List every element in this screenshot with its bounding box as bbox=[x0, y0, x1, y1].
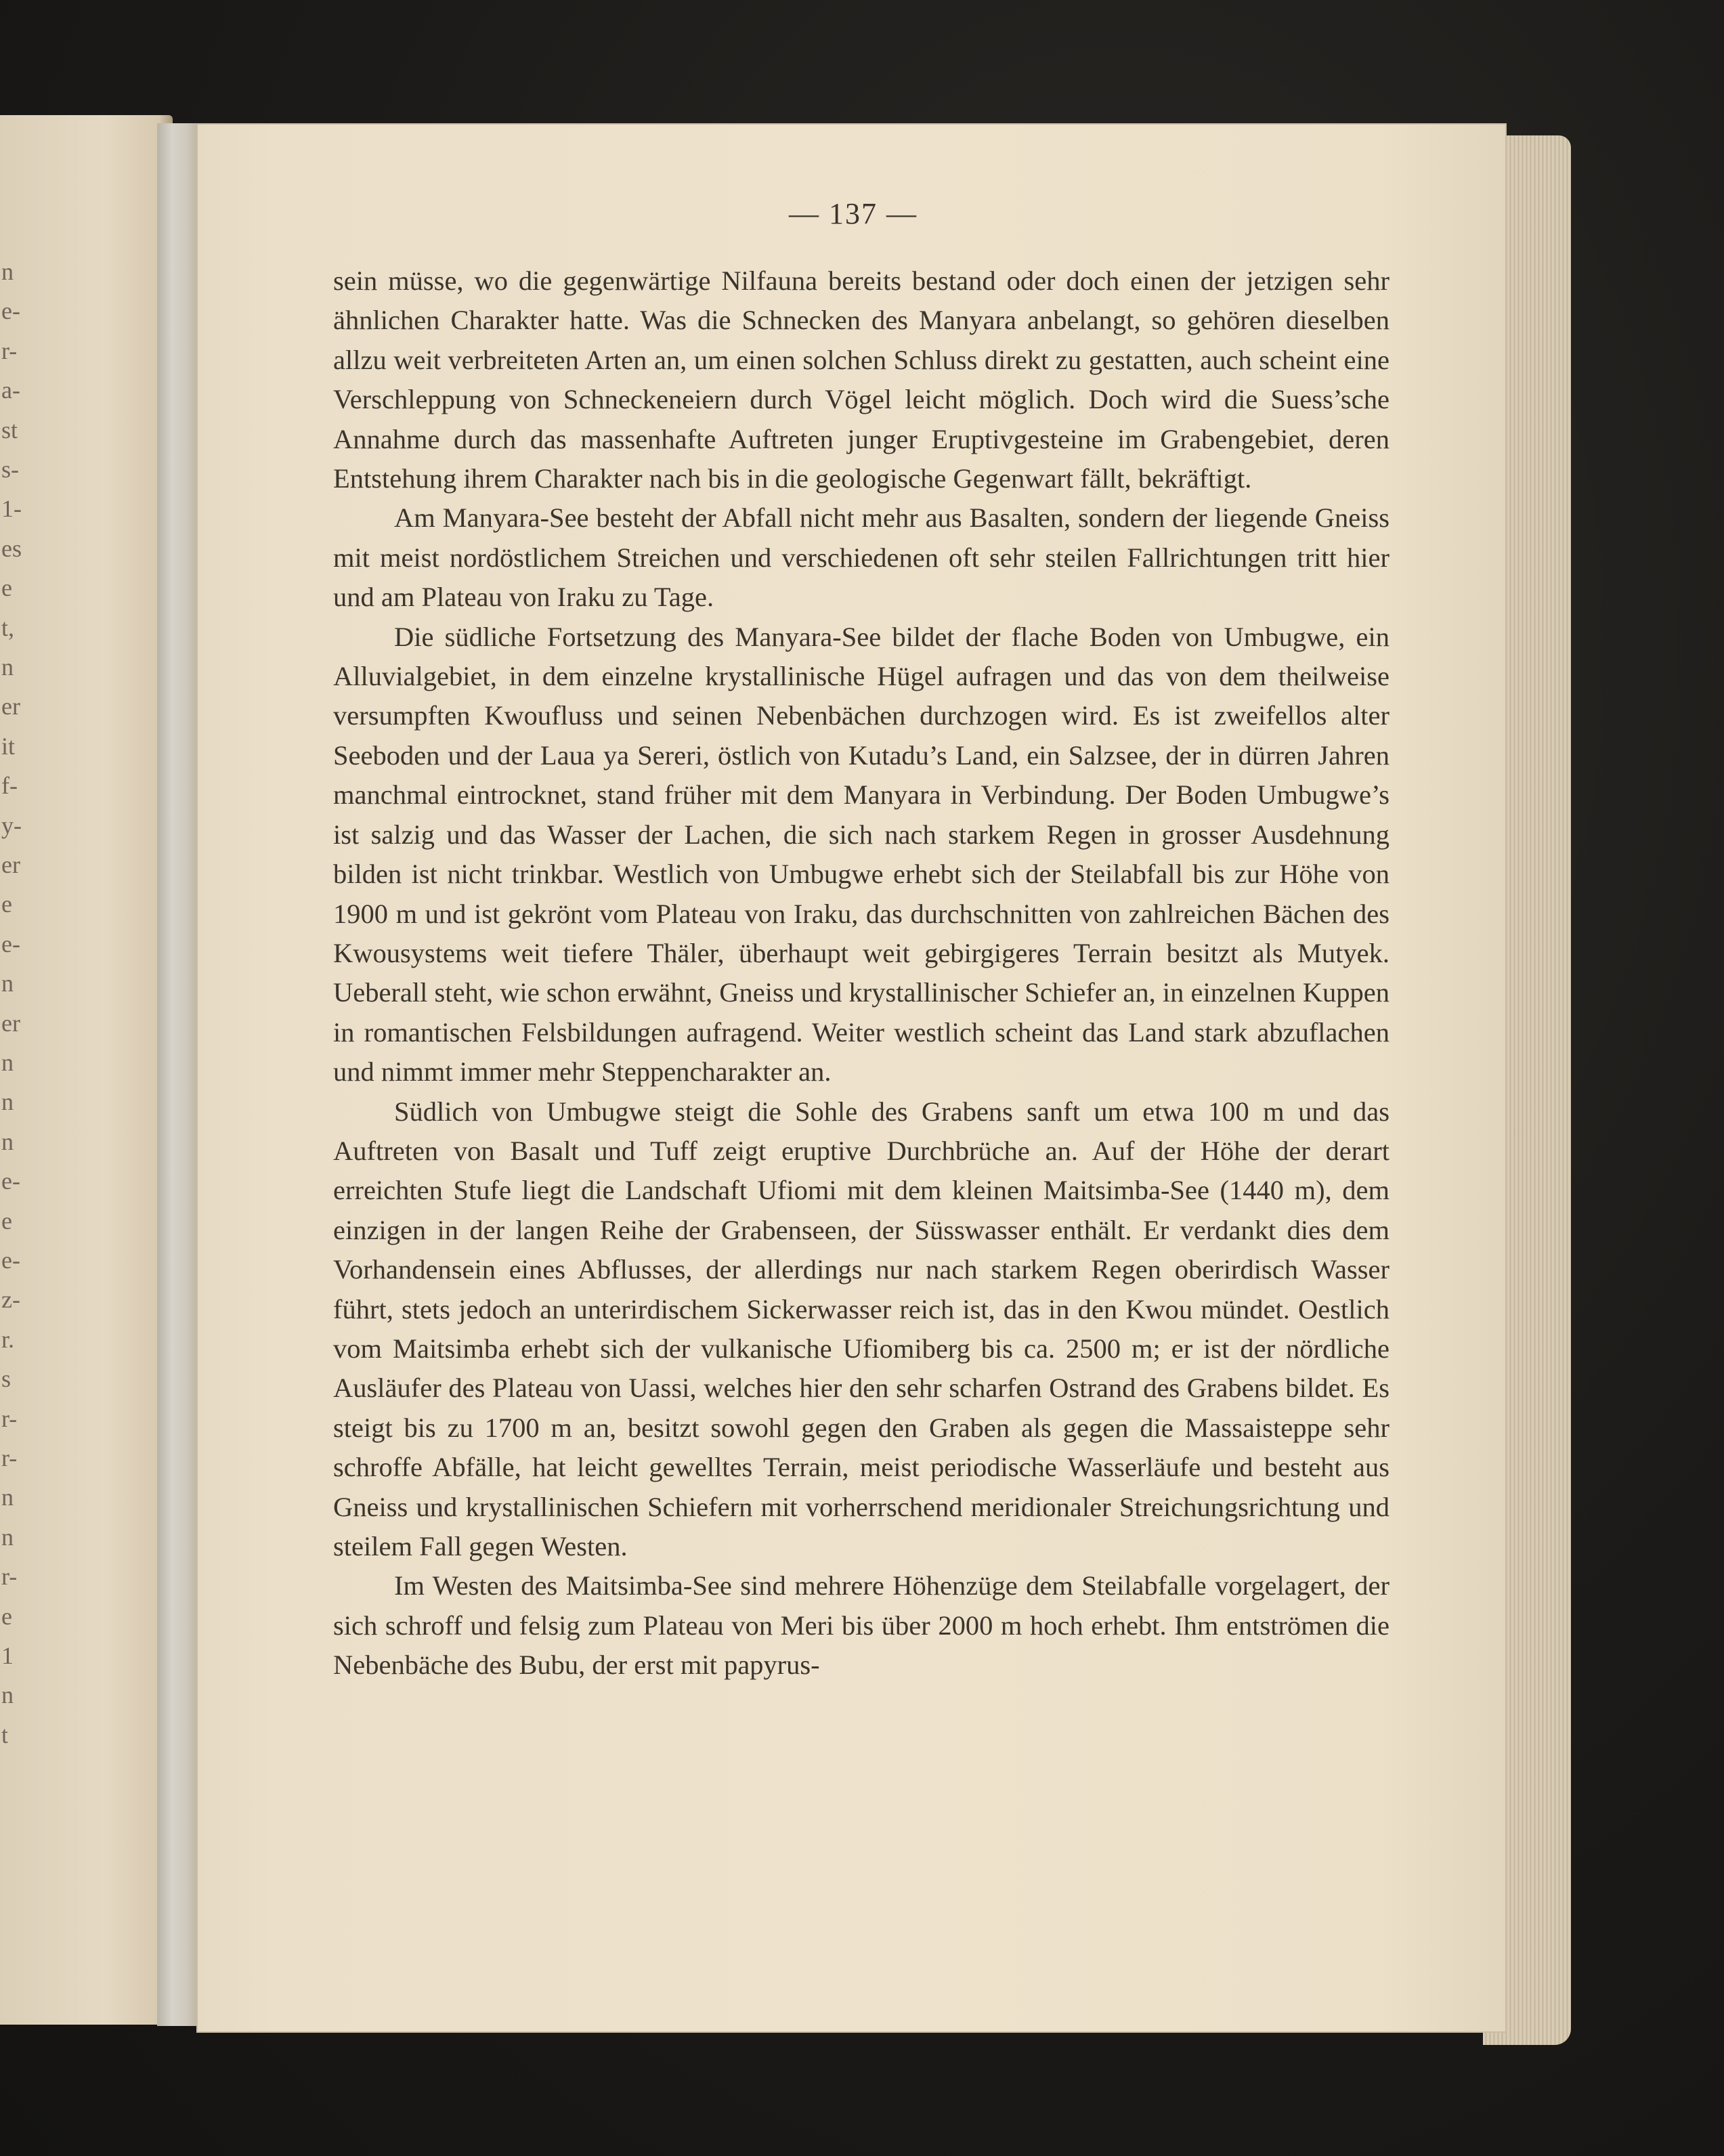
facing-page-edge-letter: n bbox=[1, 1088, 14, 1116]
facing-page-edge-letter: e- bbox=[1, 930, 20, 957]
book-spine-gutter bbox=[157, 123, 199, 2026]
page-body-text bbox=[333, 261, 1389, 1685]
facing-page-edge-letter: t bbox=[1, 1721, 9, 1748]
facing-page-edge-text bbox=[0, 115, 41, 2025]
facing-page-edge-letter: z- bbox=[1, 1286, 20, 1314]
facing-page-edge-letter: e- bbox=[1, 1167, 20, 1195]
facing-page-edge-letter: r- bbox=[1, 337, 18, 364]
facing-page-edge-letter: es bbox=[1, 534, 22, 562]
facing-page-edge-letter: e- bbox=[1, 297, 20, 325]
facing-page-edge-letter: e- bbox=[1, 1247, 20, 1274]
facing-page-edge-letter: st bbox=[1, 416, 18, 444]
paragraph: Südlich von Umbugwe steigt die Sohle des Grabens sanft um etwa 100 m und das Auftreten von Basalt und Tuff zeigt eruptive Durchbrüche an. Auf der Höhe der derart erreichten Stufe liegt die Landschaft Ufiomi mit dem kleinen Maitsimba-See (1440 m), dem einzigen in der langen Reihe der Grabenseen, der Süsswasser enthält. Er verdankt dies dem Vorhandensein eines Abflusses, der allerdings nur nach starkem Regen oberirdisch Wasser führt, stets jedoch an unterirdischem Sickerwasser reich ist, das in den Kwou mündet. Oestlich vom Maitsimba erhebt sich der vulkanische Ufiomiberg bis ca. 2500 m; er ist der nördliche Ausläufer des Plateau von Uassi, welches hier den sehr scharfen Ostrand des Grabens bildet. Es steigt bis zu 1700 m an, besitzt sowohl gegen den Graben als gegen die Massaisteppe sehr schroffe Abfälle, hat leicht gewelltes Terrain, meist periodische Wasserläufe und besteht aus Gneiss und krystallinischen Schiefern mit vorherrschend meridionaler Streichungsrichtung und steilem Fall gegen Westen. bbox=[333, 1096, 1389, 1561]
facing-page-edge-letter: r- bbox=[1, 1404, 18, 1432]
facing-page-edge-letter: n bbox=[1, 653, 14, 681]
facing-page-edge-letter: n bbox=[1, 1484, 14, 1511]
facing-page-edge-letter: r- bbox=[1, 1444, 18, 1471]
facing-page-edge-letter: e bbox=[1, 890, 12, 918]
paragraph: Am Manyara-See besteht der Abfall nicht mehr aus Basalten, sondern der liegende Gneiss mit meist nordöstlichem Streichen und verschiedenen oft sehr steilen Fallrichtungen tritt hier und am Plateau von Iraku zu Tage. bbox=[333, 502, 1389, 613]
facing-page-edge-letter: f- bbox=[1, 772, 18, 800]
facing-page-edge-letter: n bbox=[1, 258, 14, 285]
facing-page-edge-letter: n bbox=[1, 1127, 14, 1155]
paragraph: Die südliche Fortsetzung des Manyara-See bildet der flache Boden von Umbugwe, ein Alluvialgebiet, in dem einzelne krystallinische Hügel aufragen und das von dem theilweise versumpften Kwoufluss und seinen Nebenbächen durchzogen wird. Es ist zweifellos alter Seeboden und der Laua ya Sereri, östlich von Kutadu’s Land, ein Salzsee, der in dürren Jahren manchmal eintrocknet, stand früher mit dem Manyara in Verbindung. Der Boden Umbugwe’s ist salzig und das Wasser der Lachen, die sich nach starkem Regen in grosser Ausdehnung bilden ist nicht trinkbar. Westlich von Umbugwe erhebt sich der Steilabfall bis zur Höhe von 1900 m und ist gekrönt vom Plateau von Iraku, das durchschnitten von zahlreichen Bächen des Kwousystems weit tiefere Thäler, überhaupt weit gebirgigeres Terrain besitzt als Mutyek. Ueberall steht, wie schon erwähnt, Gneiss und krystallinischer Schiefer an, in einzelnen Kuppen in romantischen Felsbildungen aufragend. Weiter westlich scheint das Land stark abzuflachen und nimmt immer mehr Steppencharakter an. bbox=[333, 621, 1389, 1087]
facing-page-edge-letter: er bbox=[1, 693, 20, 720]
paragraph: sein müsse, wo die gegenwärtige Nilfauna bereits bestand oder doch einen der jetzigen sehr ähnlichen Charakter hatte. Was die Schnecken des Manyara anbelangt, so gehören dieselben allzu weit verbreiteten Arten an, um einen solchen Schluss direkt zu gestatten, auch scheint eine Verschleppung von Schneckeneiern durch Vögel leicht möglich. Doch wird die Suess’sche Annahme durch das massenhafte Auftreten junger Eruptivgesteine im Grabengebiet, deren Entstehung ihrem Charakter nach bis in die geologische Gegenwart fällt, bekräftigt. bbox=[333, 265, 1389, 494]
facing-page-edge-letter: 1- bbox=[1, 495, 22, 523]
facing-page-edge-letter: s- bbox=[1, 456, 19, 483]
facing-page-edge-letter: n bbox=[1, 1049, 14, 1076]
paragraph: Im Westen des Maitsimba-See sind mehrere Höhenzüge dem Steilabfalle vorgelagert, der sich schroff und felsig zum Plateau von Meri bis über 2000 m hoch erhebt. Ihm entströmen die Nebenbäche des Bubu, der erst mit papyrus- bbox=[333, 1570, 1389, 1681]
facing-page-edge-letter: r- bbox=[1, 1563, 18, 1591]
facing-page-edge-letter: e bbox=[1, 1207, 12, 1234]
facing-page-edge-letter: it bbox=[1, 732, 16, 760]
facing-page-edge-letter: n bbox=[1, 1681, 14, 1709]
facing-page-edge-letter: s bbox=[1, 1365, 12, 1393]
facing-page-edge-letter: e bbox=[1, 574, 12, 602]
page-number: — 137 — bbox=[789, 197, 918, 230]
facing-page-edge-letter: a- bbox=[1, 376, 20, 404]
facing-page-edge-letter: 1 bbox=[1, 1642, 14, 1669]
facing-page-edge-letter: r. bbox=[1, 1325, 15, 1353]
facing-page-edge-letter: er bbox=[1, 1009, 20, 1037]
facing-page-edge-letter: e bbox=[1, 1602, 12, 1630]
facing-page-edge-letter: y- bbox=[1, 811, 22, 839]
facing-page-edge-letter: n bbox=[1, 1523, 14, 1551]
facing-page-edge-letter: n bbox=[1, 970, 14, 997]
facing-page-edge-letter: er bbox=[1, 851, 20, 878]
facing-page-left bbox=[0, 115, 173, 2025]
facing-page-edge-letter: t, bbox=[1, 613, 15, 641]
